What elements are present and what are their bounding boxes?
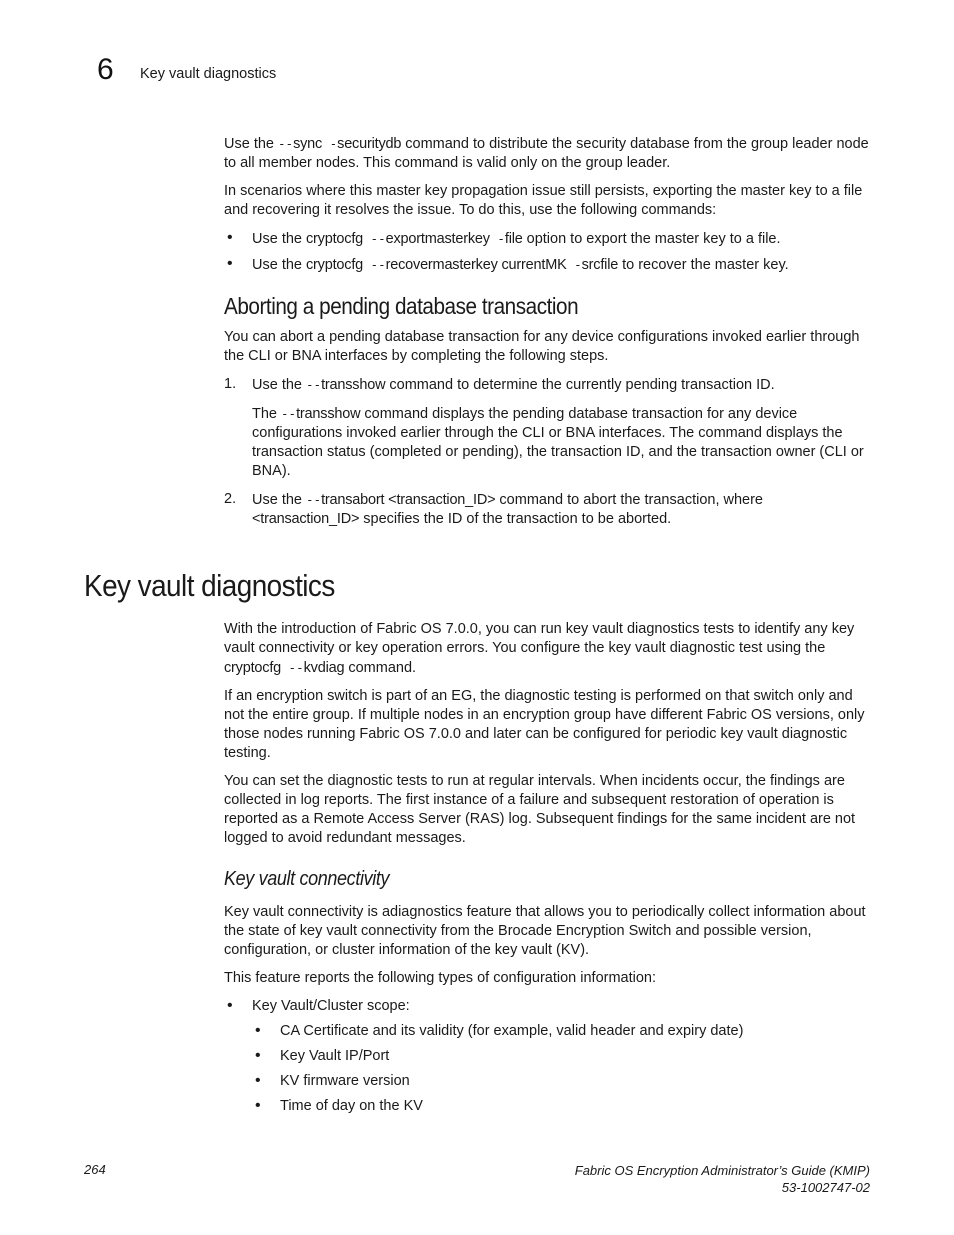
list-item: • Key Vault IP/Port (252, 1047, 870, 1066)
intro-bullet-list (224, 229, 870, 275)
heading-key-vault-connectivity: Key vault connectivity (224, 868, 390, 890)
chapter-number: 6 (97, 53, 114, 86)
abort-steps-list (224, 375, 870, 529)
abort-intro-paragraph: You can abort a pending database transaction for any device configurations invoked earlier through the CLI or BNA interfaces by completing the following steps. (224, 329, 860, 364)
upper-content (224, 134, 870, 541)
command-sync: sync (293, 136, 323, 152)
heading-aborting-transaction: Aborting a pending database transaction (224, 293, 579, 319)
conn-paragraph-2: This feature reports the following types of configuration information: (224, 970, 657, 986)
footer-doc-title: Fabric OS Encryption Administrator’s Guide (KMIP) (574, 1163, 870, 1178)
kv-paragraph-3: You can set the diagnostic tests to run at regular intervals. When incidents occur, the findings are collected in log reports. The first instance of a failure and subsequent restoration of operation is reported as a Remote Access Server (RAS) log. Subsequent findings for the same incident are not logged to avoid redundant messages. (224, 773, 856, 846)
list-item: • Key Vault/Cluster scope: • CA Certificate and its validity (for example, valid header and expiry date) • Key Vault IP/Port • KV firmware version • Time of day on the KV (224, 997, 870, 1116)
kv-paragraph-1: With the introduction of Fabric OS 7.0.0, you can run key vault diagnostics tests to identify any key vault connectivity or key operation errors. You configure the key vault diagnostic test using the cryptocfg --kvdiag command. (224, 621, 855, 676)
conn-paragraph-1: Key vault connectivity is adiagnostics feature that allows you to periodically collect information about the state of key vault connectivity from the Brocade Encryption Switch and possible version, configuration, or cluster information of the key vault (KV). (224, 904, 866, 958)
list-item: • CA Certificate and its validity (for example, valid header and expiry date) (252, 1022, 870, 1041)
kv-paragraph-2: If an encryption switch is part of an EG, the diagnostic testing is performed on that switch only and not the entire group. If multiple nodes in an encryption group have different Fabric OS versions, only those nodes running Fabric OS 7.0.0 and later can be configured for periodic key vault diagnostic testing. (224, 688, 865, 761)
intro-paragraph-2: In scenarios where this master key propagation issue still persists, exporting the master key to a file and recovering it resolves the issue. To do this, use the following commands: (224, 183, 863, 218)
list-item: • Use the cryptocfg --recovermasterkey currentMK -srcfile to recover the master key. (224, 255, 870, 275)
footer-doc-number: 53-1002747-02 (781, 1180, 870, 1195)
list-item: • Use the cryptocfg --exportmasterkey -file option to export the master key to a file. (224, 229, 870, 249)
footer-document-info (575, 1162, 870, 1196)
step-item: 1. Use the --transshow command to determine the currently pending transaction ID. The --transshow command displays the pending database transaction for any device configurations invoked earlier through the CLI or BNA interfaces. The command displays the transaction status (completed or pending), the transaction ID, and the transaction owner (CLI or BNA). (224, 376, 864, 479)
list-item: • KV firmware version (252, 1072, 870, 1091)
heading-key-vault-diagnostics: Key vault diagnostics (84, 568, 335, 603)
running-header-title: Key vault diagnostics (140, 66, 277, 82)
step-item: 2. Use the --transabort <transaction_ID> command to abort the transaction, where <transaction_ID> specifies the ID of the transaction to be aborted. (224, 491, 763, 527)
conn-sub-bullet-list (252, 1022, 870, 1116)
lower-content (224, 620, 870, 1128)
intro-paragraph-1: Use the --sync -securitydb command to distribute the security database from the group leader node to all member nodes. This command is valid only on the group leader. (224, 136, 869, 171)
conn-bullet-list (224, 997, 870, 1116)
list-item: • Time of day on the KV (252, 1097, 870, 1116)
command-securitydb: securitydb (337, 136, 402, 152)
page-number: 264 (84, 1162, 106, 1177)
